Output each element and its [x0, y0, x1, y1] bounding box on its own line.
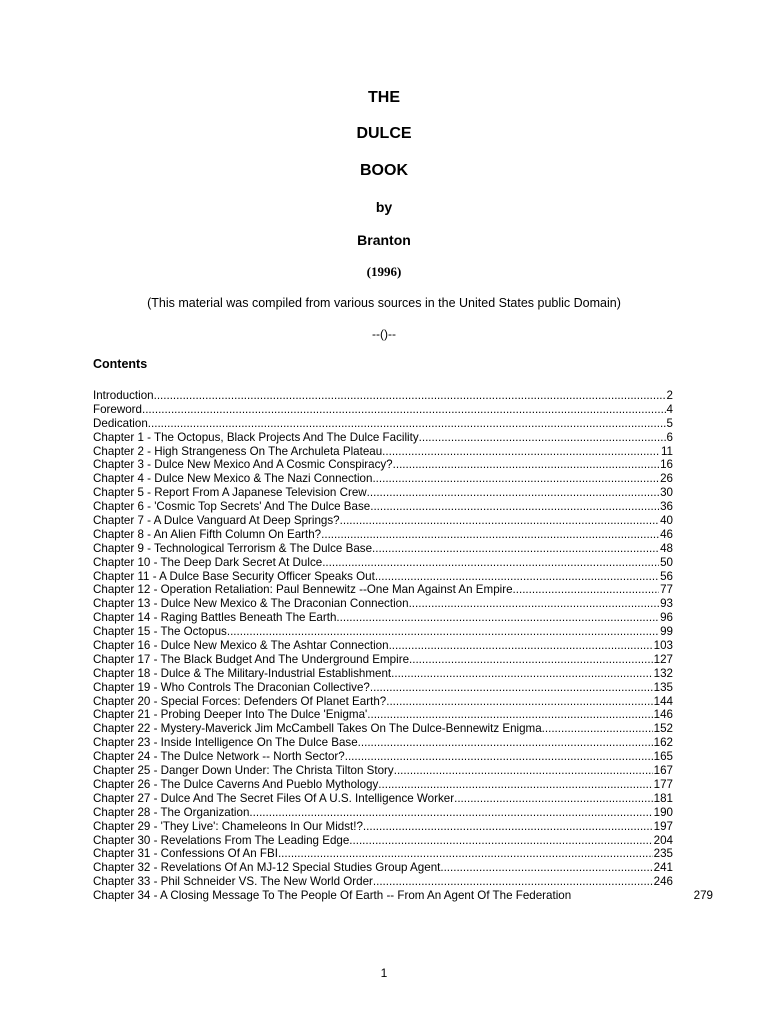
toc-entry-page: 50: [660, 555, 673, 569]
toc-entry-title: Chapter 13 - Dulce New Mexico & The Draconian Connection: [93, 597, 409, 611]
toc-entry-title: Chapter 19 - Who Controls The Draconian Collective?: [93, 680, 370, 694]
toc-entry: [93, 500, 673, 514]
toc-entry-page: 96: [660, 611, 673, 625]
separator: --()--: [372, 327, 396, 341]
toc-entry-title: Chapter 20 - Special Forces: Defenders Of Planet Earth?: [93, 694, 387, 708]
toc-dot-leader: [393, 458, 659, 472]
toc-entry-page: 127: [653, 652, 673, 666]
toc-entry-title: Introduction: [93, 389, 154, 402]
toc-entry-title: Chapter 5 - Report From A Japanese Television Crew: [93, 486, 367, 500]
toc-entry: [93, 445, 673, 459]
toc-entry-page: 181: [653, 791, 673, 805]
toc-entry: [93, 764, 673, 778]
toc-entry-page: 30: [660, 486, 673, 500]
toc-entry: [93, 834, 673, 848]
toc-dot-leader: [440, 861, 652, 875]
toc-dot-leader: [148, 417, 666, 431]
toc-entry: [93, 458, 673, 472]
toc-entry-title: Chapter 22 - Mystery-Maverick Jim McCambell Takes On The Dulce-Bennewitz Enigma: [93, 722, 542, 736]
toc-entry: [93, 750, 673, 764]
toc-entry-page: 197: [653, 819, 673, 833]
toc-dot-leader: [363, 820, 653, 834]
toc-entry-page: 48: [660, 541, 673, 555]
toc-dot-leader: [513, 583, 660, 597]
toc-entry: [93, 417, 673, 431]
toc-entry-page: 103: [653, 639, 673, 653]
toc-entry-title: Chapter 6 - 'Cosmic Top Secrets' And The Dulce Base: [93, 500, 371, 514]
toc-entry: [93, 486, 673, 500]
toc-entry-title: Chapter 28 - The Organization: [93, 805, 250, 819]
toc-dot-leader: [142, 403, 666, 417]
toc-entry: [93, 722, 673, 736]
title-line-2: DULCE: [356, 125, 412, 142]
toc-dot-leader: [378, 778, 652, 792]
toc-entry-page: 167: [653, 764, 673, 778]
source-note: (This material was compiled from various sources in the United States public Domain): [147, 296, 621, 310]
toc-entry-page: 77: [660, 583, 673, 597]
toc-entry: [93, 778, 673, 792]
toc-entry-title: Chapter 8 - An Alien Fifth Column On Earth?: [93, 527, 322, 541]
toc-entry-page: 93: [660, 597, 673, 611]
toc-entry-page: 144: [653, 694, 673, 708]
toc-entry-title: Chapter 4 - Dulce New Mexico & The Nazi Connection: [93, 472, 373, 486]
toc-entry-title: Chapter 32 - Revelations Of An MJ-12 Special Studies Group Agent: [93, 861, 441, 875]
table-of-contents: [93, 389, 713, 903]
toc-dot-leader: [321, 528, 659, 542]
title-line-1: THE: [368, 89, 400, 106]
toc-entry: [93, 861, 673, 875]
toc-entry-title: Chapter 11 - A Dulce Base Security Officer Speaks Out: [93, 569, 375, 583]
toc-entry-title: Chapter 33 - Phil Schneider VS. The New World Order: [93, 875, 373, 889]
toc-entry-page: 2: [666, 389, 673, 402]
toc-entry-page: 279: [693, 889, 713, 903]
toc-dot-leader: [278, 847, 653, 861]
toc-entry-title: Chapter 14 - Raging Battles Beneath The Earth: [93, 611, 337, 625]
toc-dot-leader: [372, 542, 659, 556]
toc-dot-leader: [370, 500, 659, 514]
toc-entry: [93, 681, 673, 695]
toc-entry-page: 135: [653, 680, 673, 694]
toc-entry: [93, 667, 673, 681]
toc-entry-page: 6: [666, 430, 673, 444]
toc-dot-leader: [372, 472, 659, 486]
toc-entry-page: 56: [660, 569, 673, 583]
toc-entry: [93, 472, 673, 486]
toc-entry-title: Chapter 15 - The Octopus: [93, 625, 227, 639]
toc-dot-leader: [375, 570, 659, 584]
toc-entry-page: 46: [660, 527, 673, 541]
toc-entry-page: 40: [660, 514, 673, 528]
toc-entry-page: 165: [653, 750, 673, 764]
toc-entry-page: 241: [653, 861, 673, 875]
toc-entry: [93, 556, 673, 570]
toc-dot-leader: [373, 875, 653, 889]
toc-entry-page: 162: [653, 736, 673, 750]
toc-entry-page: 4: [666, 402, 673, 416]
toc-entry: [93, 431, 673, 445]
toc-dot-leader: [358, 736, 653, 750]
toc-entry-title: Chapter 26 - The Dulce Caverns And Pueblo Mythology: [93, 777, 379, 791]
toc-entry-title: Chapter 7 - A Dulce Vanguard At Deep Springs?: [93, 514, 340, 528]
toc-entry: [93, 875, 673, 889]
toc-entry: [93, 792, 673, 806]
toc-entry-title: Chapter 9 - Technological Terrorism & The Dulce Base: [93, 541, 373, 555]
toc-entry: [93, 653, 673, 667]
toc-dot-leader: [349, 834, 652, 848]
title-line-3: BOOK: [360, 162, 408, 179]
toc-entry: [93, 708, 673, 722]
toc-entry-title: Chapter 25 - Danger Down Under: The Christa Tilton Story: [93, 764, 394, 778]
byline-by: by: [375, 199, 393, 215]
toc-entry-title: Chapter 31 - Confessions Of An FBI: [93, 847, 278, 861]
toc-dot-leader: [386, 695, 652, 709]
toc-entry-title: Chapter 34 - A Closing Message To The People Of Earth -- From An Agent Of The Federation: [93, 889, 572, 903]
toc-entry: [93, 611, 673, 625]
toc-entry: [93, 806, 673, 820]
toc-dot-leader: [409, 653, 653, 667]
toc-entry-title: Dedication: [93, 416, 148, 430]
toc-dot-leader: [322, 556, 659, 570]
footer-page-number: 1: [380, 966, 388, 980]
toc-entry-page: 11: [660, 444, 673, 458]
toc-dot-leader: [409, 597, 660, 611]
toc-dot-leader: [336, 611, 659, 625]
toc-entry: [93, 583, 673, 597]
toc-entry: [93, 889, 713, 903]
toc-entry-page: 152: [653, 722, 673, 736]
toc-entry-page: 146: [653, 708, 673, 722]
toc-entry: [93, 639, 673, 653]
toc-entry-page: 16: [660, 458, 673, 472]
toc-entry: [93, 542, 673, 556]
toc-dot-leader: [419, 431, 666, 445]
toc-entry: [93, 695, 673, 709]
toc-entry-title: Chapter 12 - Operation Retaliation: Paul Bennewitz --One Man Against An Empire: [93, 583, 513, 597]
toc-dot-leader: [345, 750, 653, 764]
toc-entry-title: Chapter 18 - Dulce & The Military-Industrial Establishment: [93, 666, 392, 680]
toc-entry-title: Chapter 23 - Inside Intelligence On The Dulce Base: [93, 736, 358, 750]
toc-entry-page: 204: [653, 833, 673, 847]
toc-dot-leader: [367, 486, 659, 500]
toc-entry-title: Foreword: [93, 402, 142, 416]
toc-entry: [93, 625, 673, 639]
toc-entry: [93, 528, 673, 542]
toc-entry-page: 36: [660, 500, 673, 514]
contents-heading: Contents: [93, 357, 148, 371]
toc-entry-title: Chapter 3 - Dulce New Mexico And A Cosmic Conspiracy?: [93, 458, 393, 472]
toc-entry: [93, 847, 673, 861]
toc-entry: [93, 597, 673, 611]
toc-entry-page: 235: [653, 847, 673, 861]
toc-entry-page: 246: [653, 875, 673, 889]
toc-dot-leader: [370, 681, 653, 695]
toc-entry-title: Chapter 27 - Dulce And The Secret Files Of A U.S. Intelligence Worker: [93, 791, 455, 805]
toc-entry-page: 99: [660, 625, 673, 639]
toc-dot-leader: [367, 708, 652, 722]
toc-entry-title: Chapter 10 - The Deep Dark Secret At Dulce: [93, 555, 323, 569]
toc-entry-title: Chapter 29 - 'They Live': Chameleons In Our Midst!?: [93, 819, 363, 833]
author-name: Branton: [357, 232, 411, 248]
toc-dot-leader: [394, 764, 653, 778]
toc-entry: [93, 389, 673, 403]
toc-entry-page: 132: [653, 666, 673, 680]
toc-entry-title: Chapter 24 - The Dulce Network -- North Sector?: [93, 750, 345, 764]
toc-entry-title: Chapter 2 - High Strangeness On The Archuleta Plateau: [93, 444, 383, 458]
toc-entry-page: 26: [660, 472, 673, 486]
toc-entry: [93, 570, 673, 584]
toc-dot-leader: [454, 792, 653, 806]
publication-year: (1996): [366, 264, 402, 279]
toc-entry: [93, 820, 673, 834]
toc-entry-page: 177: [653, 777, 673, 791]
toc-entry: [93, 403, 673, 417]
toc-entry-page: 190: [653, 805, 673, 819]
toc-dot-leader: [389, 639, 653, 653]
toc-entry-title: Chapter 17 - The Black Budget And The Underground Empire: [93, 652, 410, 666]
toc-dot-leader: [382, 445, 660, 459]
toc-entry-title: Chapter 21 - Probing Deeper Into The Dulce 'Enigma': [93, 708, 368, 722]
toc-dot-leader: [154, 389, 666, 403]
toc-dot-leader: [542, 722, 653, 736]
toc-entry: [93, 736, 673, 750]
toc-dot-leader: [391, 667, 653, 681]
toc-entry-title: Chapter 30 - Revelations From The Leading Edge: [93, 833, 350, 847]
toc-entry-title: Chapter 16 - Dulce New Mexico & The Ashtar Connection: [93, 639, 389, 653]
toc-dot-leader: [227, 625, 659, 639]
toc-entry-page: 5: [666, 416, 673, 430]
toc-dot-leader: [249, 806, 652, 820]
toc-dot-leader: [340, 514, 659, 528]
toc-entry-title: Chapter 1 - The Octopus, Black Projects And The Dulce Facility: [93, 430, 419, 444]
toc-entry: [93, 514, 673, 528]
